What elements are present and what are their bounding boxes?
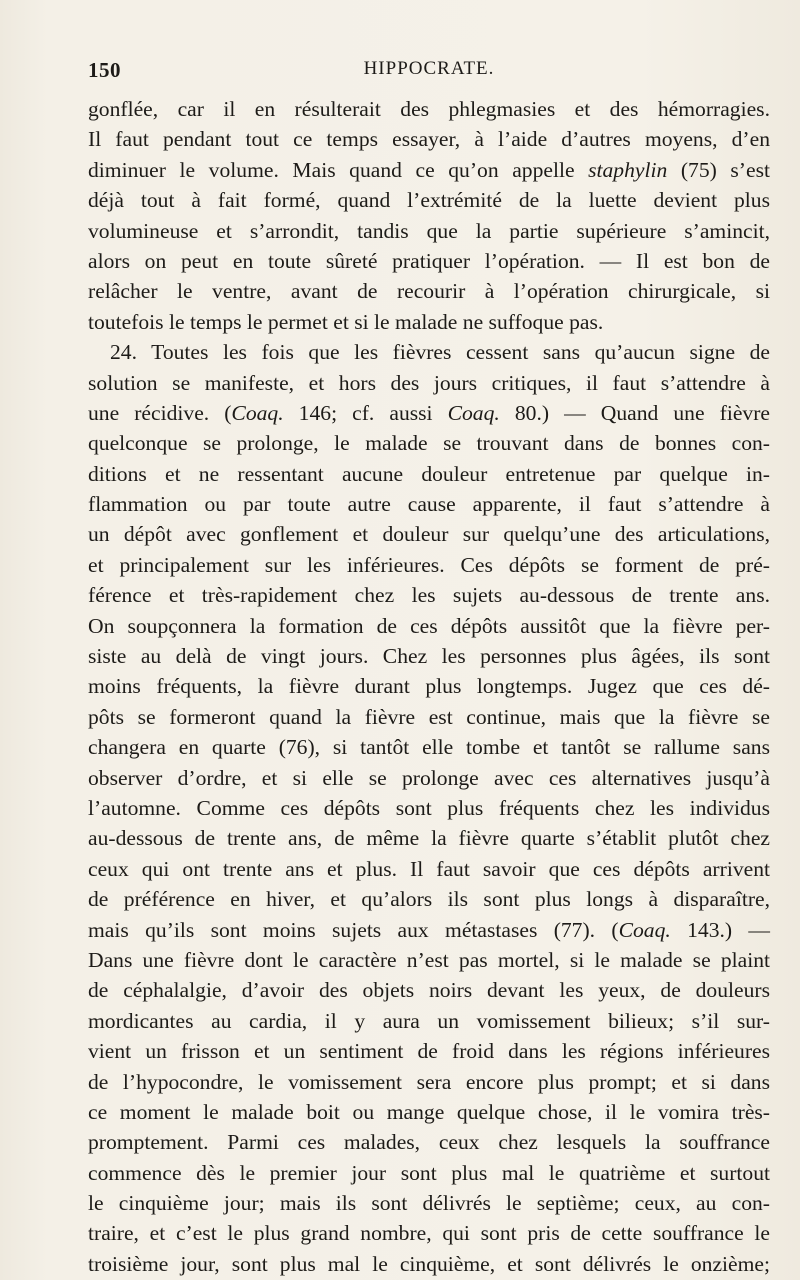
text-line: une récidive. (Coaq. 146; cf. aussi Coaq. 80.) — Quand une fièvre bbox=[88, 400, 770, 425]
text-line: ce moment le malade boit ou mange quelque chose, il le vomira très- bbox=[88, 1099, 770, 1124]
text-line: l’automne. Comme ces dépôts sont plus fréquents chez les individus bbox=[88, 795, 770, 820]
text-line: flammation ou par toute autre cause apparente, il faut s’attendre à bbox=[88, 492, 770, 517]
body-text bbox=[88, 94, 770, 1279]
text-line: siste au delà de vingt jours. Chez les personnes plus âgées, ils sont bbox=[88, 644, 770, 669]
text-line: 24. Toutes les fois que les fièvres cessent sans qu’aucun signe de bbox=[110, 340, 770, 365]
text-line: un dépôt avec gonflement et douleur sur quelqu’une des articulations, bbox=[88, 522, 770, 547]
text-line: toutefois le temps le permet et si le malade ne suffoque pas. bbox=[88, 309, 604, 334]
text-line: alors on peut en toute sûreté pratiquer l’opération. — Il est bon de bbox=[88, 248, 770, 273]
text-line: mais qu’ils sont moins sujets aux métastases (77). (Coaq. 143.) — bbox=[88, 917, 770, 942]
page-number: 150 bbox=[88, 58, 121, 82]
text-line: solution se manifeste, et hors des jours critiques, il faut s’attendre à bbox=[88, 370, 770, 395]
text-line: promptement. Parmi ces malades, ceux chez lesquels la souffrance bbox=[88, 1130, 770, 1155]
text-line: Dans une fièvre dont le caractère n’est pas mortel, si le malade se plaint bbox=[88, 947, 770, 972]
text-line: le cinquième jour; mais ils sont délivrés le septième; ceux, au con- bbox=[88, 1191, 770, 1216]
text-line: pôts se formeront quand la fièvre est continue, mais que la fièvre se bbox=[88, 704, 770, 729]
text-line: On soupçonnera la formation de ces dépôts aussitôt que la fièvre per- bbox=[88, 613, 770, 638]
text-line: quelconque se prolonge, le malade se trouvant dans de bonnes con- bbox=[88, 431, 770, 456]
text-line: déjà tout à fait formé, quand l’extrémité de la luette devient plus bbox=[88, 188, 770, 213]
text-line: commence dès le premier jour sont plus mal le quatrième et surtout bbox=[88, 1160, 770, 1185]
text-line: volumineuse et s’arrondit, tandis que la partie supérieure s’amincit, bbox=[88, 218, 770, 243]
text-line: ditions et ne ressentant aucune douleur entretenue par quelque in- bbox=[88, 461, 770, 486]
text-line: férence et très-rapidement chez les sujets au-dessous de trente ans. bbox=[88, 583, 770, 608]
page-header bbox=[88, 58, 770, 90]
text-line: traire, et c’est le plus grand nombre, qui sont pris de cette souffrance le bbox=[88, 1221, 770, 1246]
text-line: moins fréquents, la fièvre durant plus longtemps. Jugez que ces dé- bbox=[88, 674, 770, 699]
text-line: de l’hypocondre, le vomissement sera encore plus prompt; et si dans bbox=[88, 1069, 770, 1094]
text-line: de préférence en hiver, et qu’alors ils sont plus longs à disparaître, bbox=[88, 887, 770, 912]
text-line: Il faut pendant tout ce temps essayer, à l’aide d’autres moyens, d’en bbox=[88, 127, 770, 152]
text-line: mordicantes au cardia, il y aura un vomissement bilieux; s’il sur- bbox=[88, 1008, 770, 1033]
text-line: au-dessous de trente ans, de même la fièvre quarte s’établit plutôt chez bbox=[88, 826, 770, 851]
text-line: changera en quarte (76), si tantôt elle tombe et tantôt se rallume sans bbox=[88, 735, 770, 760]
text-line: troisième jour, sont plus mal le cinquième, et sont délivrés le onzième; bbox=[88, 1251, 770, 1276]
running-title: HIPPOCRATE. bbox=[363, 58, 495, 79]
text-line: ceux qui ont trente ans et plus. Il faut savoir que ces dépôts arrivent bbox=[88, 856, 770, 881]
text-line: vient un frisson et un sentiment de froid dans les régions inférieures bbox=[88, 1039, 770, 1064]
text-line: gonflée, car il en résulterait des phlegmasies et des hémorragies. bbox=[88, 97, 770, 121]
text-line: diminuer le volume. Mais quand ce qu’on appelle staphylin (75) s’est bbox=[88, 157, 770, 182]
text-line: observer d’ordre, et si elle se prolonge avec ces alternatives jusqu’à bbox=[88, 765, 770, 790]
text-line: relâcher le ventre, avant de recourir à l’opération chirurgicale, si bbox=[88, 279, 770, 304]
text-line: et principalement sur les inférieures. Ces dépôts se forment de pré- bbox=[88, 552, 770, 577]
text-line: de céphalalgie, d’avoir des objets noirs devant les yeux, de douleurs bbox=[88, 978, 770, 1003]
